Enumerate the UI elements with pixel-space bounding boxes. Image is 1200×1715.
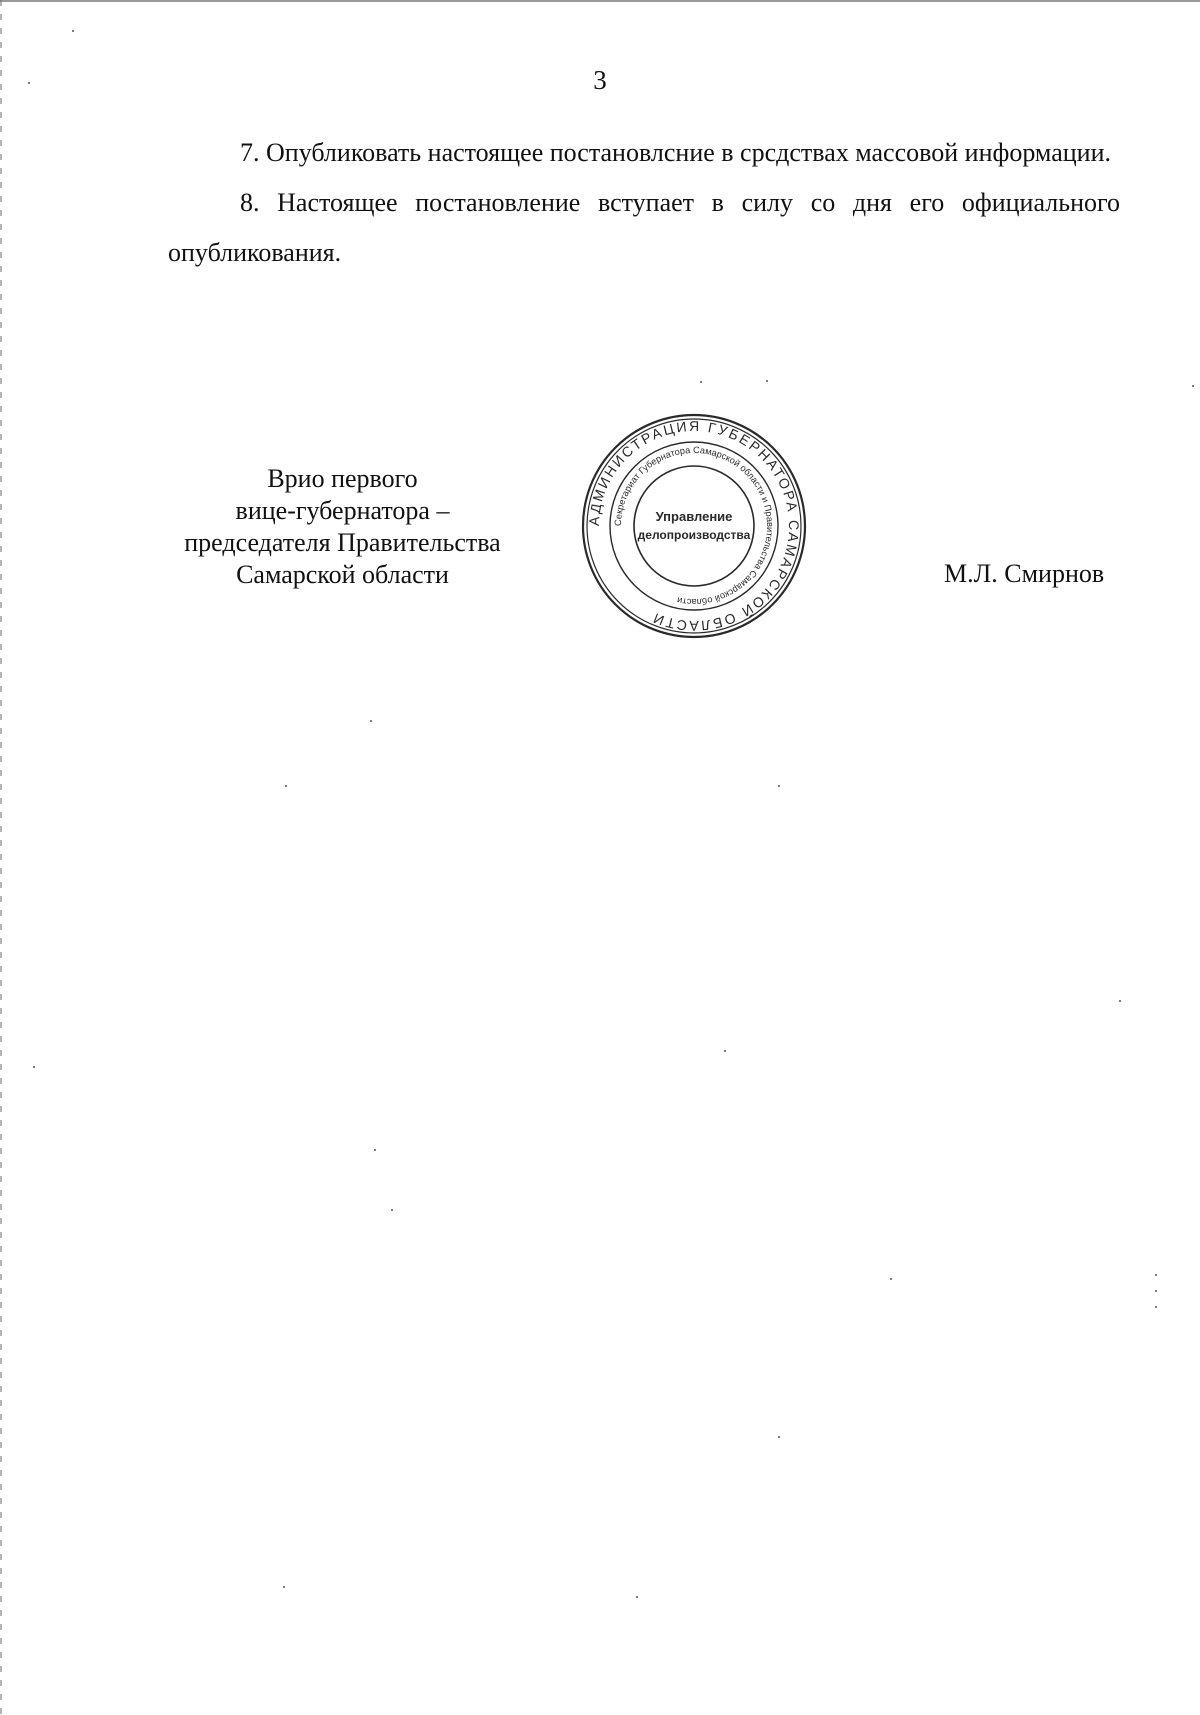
svg-text:Секретариат Губернатора Самарс xyxy=(613,445,775,607)
stamp-seal-graphic xyxy=(581,413,807,639)
signer-name: М.Л. Смирнов xyxy=(944,559,1105,588)
scan-speck xyxy=(778,1436,780,1438)
signatory-position xyxy=(160,463,525,591)
scan-speck xyxy=(374,1149,376,1151)
stamp-inner-ring-text: Секретариат Губернатора Самарской области и Правительства Самарской области xyxy=(612,444,776,608)
official-stamp xyxy=(581,413,807,639)
scan-speck xyxy=(724,1050,726,1052)
scan-top-edge xyxy=(0,0,1200,2)
scan-speck xyxy=(370,720,372,722)
scan-speck xyxy=(33,1066,35,1068)
scan-speck xyxy=(285,785,287,787)
signatory-line-2: вице-губернатора – xyxy=(235,496,450,525)
paragraph-7: 7. Опубликовать настоящее постановлсние в срсдствах массовой информации. xyxy=(240,138,1111,167)
scan-speck xyxy=(391,1209,393,1211)
scan-speck xyxy=(700,381,702,383)
scan-speck xyxy=(1155,1290,1157,1292)
signatory-line-1: Врио первого xyxy=(267,464,418,493)
scan-speck xyxy=(28,82,30,84)
scan-speck xyxy=(1155,1274,1157,1276)
scan-left-edge xyxy=(0,0,2,1715)
scan-speck xyxy=(1119,1000,1121,1002)
paragraph-8: 8. Настоящее постановление вступает в силу со дня его официального опубликования. xyxy=(168,188,1120,267)
stamp-center-line-1: Управление xyxy=(655,509,733,524)
scan-speck xyxy=(283,1586,285,1588)
scan-speck xyxy=(766,380,768,382)
signatory-line-4: Самарской области xyxy=(236,560,449,589)
scan-speck xyxy=(1155,1306,1157,1308)
stamp-center-line-2: делопроизводства xyxy=(637,528,751,542)
scan-speck xyxy=(1192,385,1194,387)
scan-speck xyxy=(890,1278,892,1280)
page-number: 3 xyxy=(593,65,607,95)
scan-speck xyxy=(72,30,74,32)
stamp-outer-text: АДМИНИСТРАЦИЯ ГУБЕРНАТОРА САМАРСКОЙ ОБЛАСТИ xyxy=(585,417,803,635)
signatory-line-3: председателя Правительства xyxy=(184,528,501,557)
scan-speck xyxy=(636,1596,638,1598)
scan-speck xyxy=(778,785,780,787)
body-text xyxy=(168,128,1120,278)
